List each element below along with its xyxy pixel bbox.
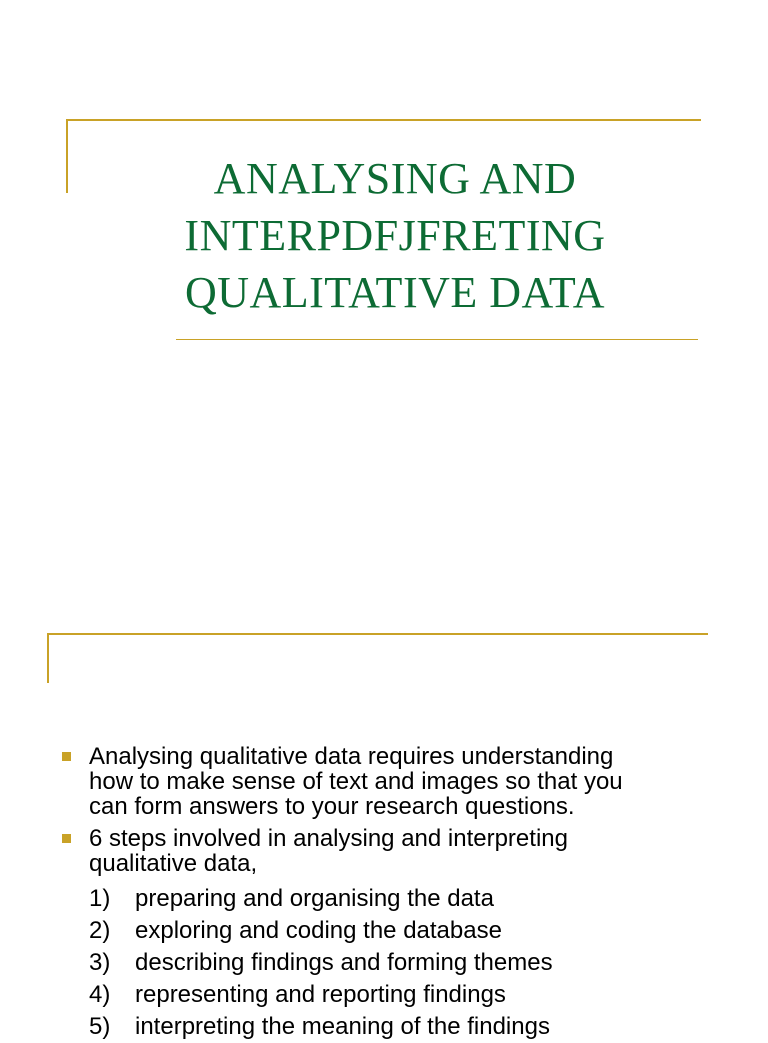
slide1-left-rule — [66, 119, 68, 193]
step-number: 2) — [89, 917, 111, 944]
title-line-2: INTERPDFJFRETING — [184, 211, 606, 260]
step-number: 3) — [89, 949, 111, 976]
bullet-line: 6 steps involved in analysing and interpreting — [89, 825, 568, 852]
bullet-line: Analysing qualitative data requires understanding — [89, 743, 614, 770]
step-text: interpreting the meaning of the findings — [135, 1013, 550, 1040]
title-line-1: ANALYSING AND — [213, 154, 577, 203]
step-text: representing and reporting findings — [135, 981, 506, 1008]
step-item — [62, 883, 752, 915]
bullet-line: how to make sense of text and images so that you — [89, 768, 623, 795]
title-line-3: QUALITATIVE DATA — [184, 268, 606, 317]
slide1-title-underline — [176, 339, 698, 340]
square-bullet-icon — [62, 752, 71, 761]
bullet-item — [62, 826, 752, 876]
bullet-item — [62, 744, 752, 819]
bullet-line: qualitative data, — [89, 850, 258, 877]
step-item — [62, 947, 752, 979]
slide2-left-rule — [47, 633, 49, 683]
slide1-top-rule — [66, 119, 701, 121]
square-bullet-icon — [62, 834, 71, 843]
steps-list — [62, 883, 752, 1043]
slide-title — [100, 150, 690, 321]
step-number: 5) — [89, 1013, 111, 1040]
slide2-content — [62, 744, 752, 1043]
step-text: exploring and coding the database — [135, 917, 502, 944]
step-number: 4) — [89, 981, 111, 1008]
step-item — [62, 1011, 752, 1043]
step-text: describing findings and forming themes — [135, 949, 553, 976]
step-item — [62, 979, 752, 1011]
bullet-line: can form answers to your research questions. — [89, 793, 575, 820]
step-item — [62, 915, 752, 947]
slide2-top-rule — [47, 633, 708, 635]
step-number: 1) — [89, 885, 111, 912]
step-text: preparing and organising the data — [135, 885, 494, 912]
